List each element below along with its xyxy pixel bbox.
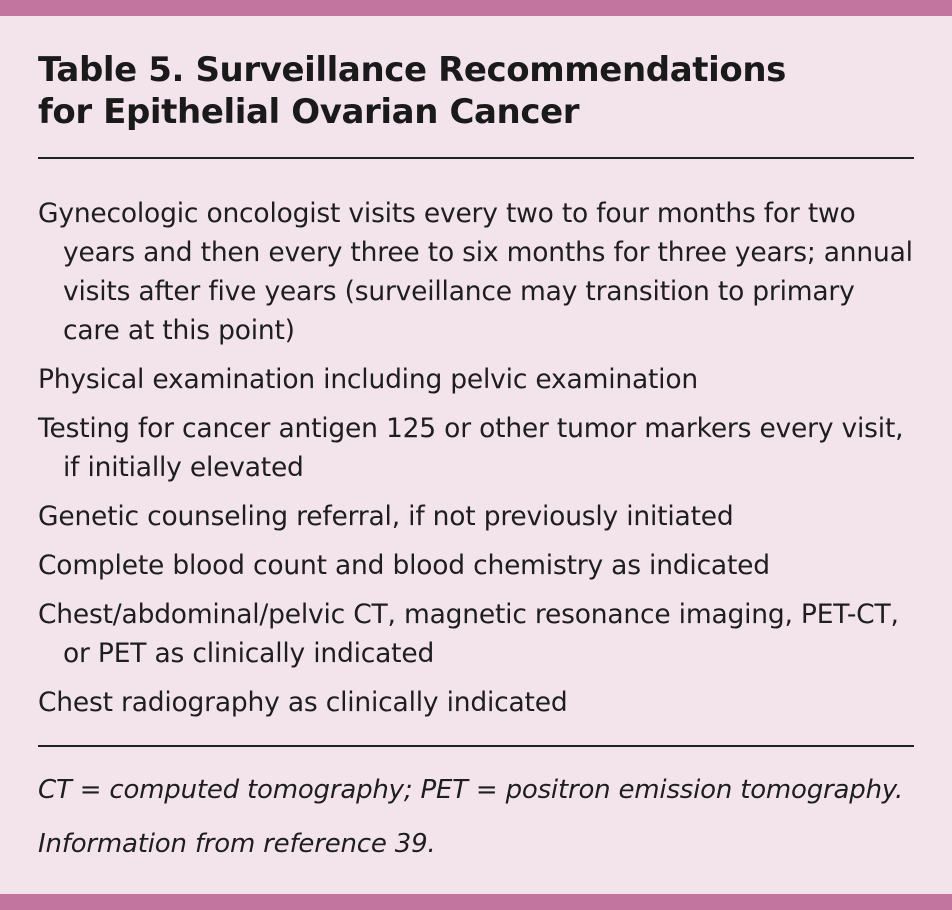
top-accent-band: [0, 0, 952, 16]
recommendation-item: Chest/abdominal/pelvic CT, magnetic resonance imaging, PET-CT, or PET as clinically indicated: [38, 599, 899, 669]
recommendation-list: [38, 194, 914, 722]
table-title-line-1: Table 5. Surveillance Recommendations: [38, 50, 786, 90]
recommendation-item: Complete blood count and blood chemistry as indicated: [38, 550, 770, 581]
table-title-line-2: for Epithelial Ovarian Cancer: [38, 92, 580, 132]
recommendation-item: Physical examination including pelvic examination: [38, 364, 698, 395]
recommendation-item: Genetic counseling referral, if not previously initiated: [38, 501, 734, 532]
top-divider: [38, 157, 914, 159]
source-footnote: Information from reference 39.: [38, 829, 436, 859]
recommendation-item: Chest radiography as clinically indicated: [38, 687, 568, 718]
table-title: [38, 49, 914, 133]
table-box: [38, 49, 914, 861]
bottom-divider: [38, 745, 914, 747]
abbreviations-footnote: CT = computed tomography; PET = positron emission tomography.: [38, 775, 904, 805]
recommendation-item: Gynecologic oncologist visits every two to four months for two years and then every three to six months for three years; annual visits after five years (surveillance may transition to primary care at this point): [38, 198, 913, 346]
recommendation-item: Testing for cancer antigen 125 or other tumor markers every visit, if initially elevated: [38, 413, 904, 483]
bottom-accent-band: [0, 894, 952, 910]
